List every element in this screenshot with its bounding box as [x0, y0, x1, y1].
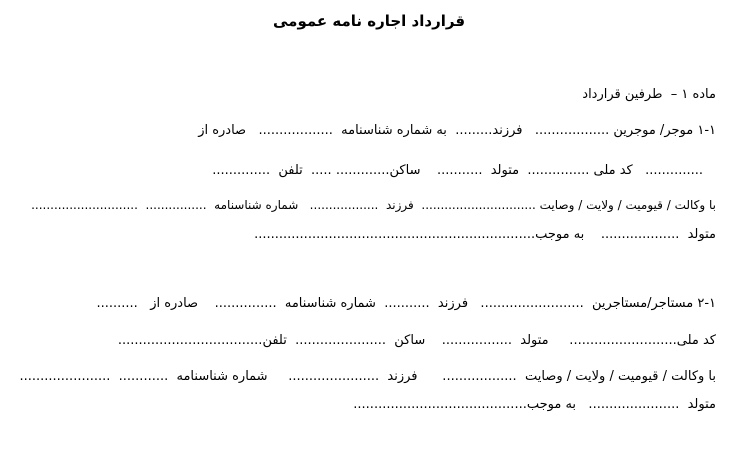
- tenant-line-1: ۲-۱ مستاجر/مستاجرین ......................... فرزند ........... شماره شناسنامه ............... صادره از ..........: [96, 296, 716, 311]
- article-1-heading: ماده ۱ – طرفین قرارداد: [582, 87, 716, 102]
- document-title: قرارداد اجاره نامه عمومی: [272, 12, 466, 30]
- lessor-line-1: ۱-۱ موجر/ موجرین .................. فرزند......... به شماره شناسنامه .................. صادره از: [198, 123, 716, 138]
- tenant-line-3: با وکالت / قیومیت / ولایت / وصایت .................. فرزند ...................... شماره شناسنامه ............ ......................: [19, 369, 716, 384]
- lessor-line-4: متولد ................... به موجب....................................................................: [254, 227, 716, 242]
- tenant-line-4: متولد ...................... به موجب..........................................: [353, 397, 716, 412]
- tenant-line-2: کد ملی.......................... متولد ................. ساکن ...................... تلفن...................................: [117, 333, 716, 348]
- lessor-line-2: .............. کد ملی ............... متولد ........... ساکن............. ..... تلفن ..............: [212, 163, 703, 178]
- lessor-line-3: با وکالت / قیومیت / ولایت / وصایت .............................. فرزند .................. شماره شناسنامه ................ ............................: [31, 198, 716, 212]
